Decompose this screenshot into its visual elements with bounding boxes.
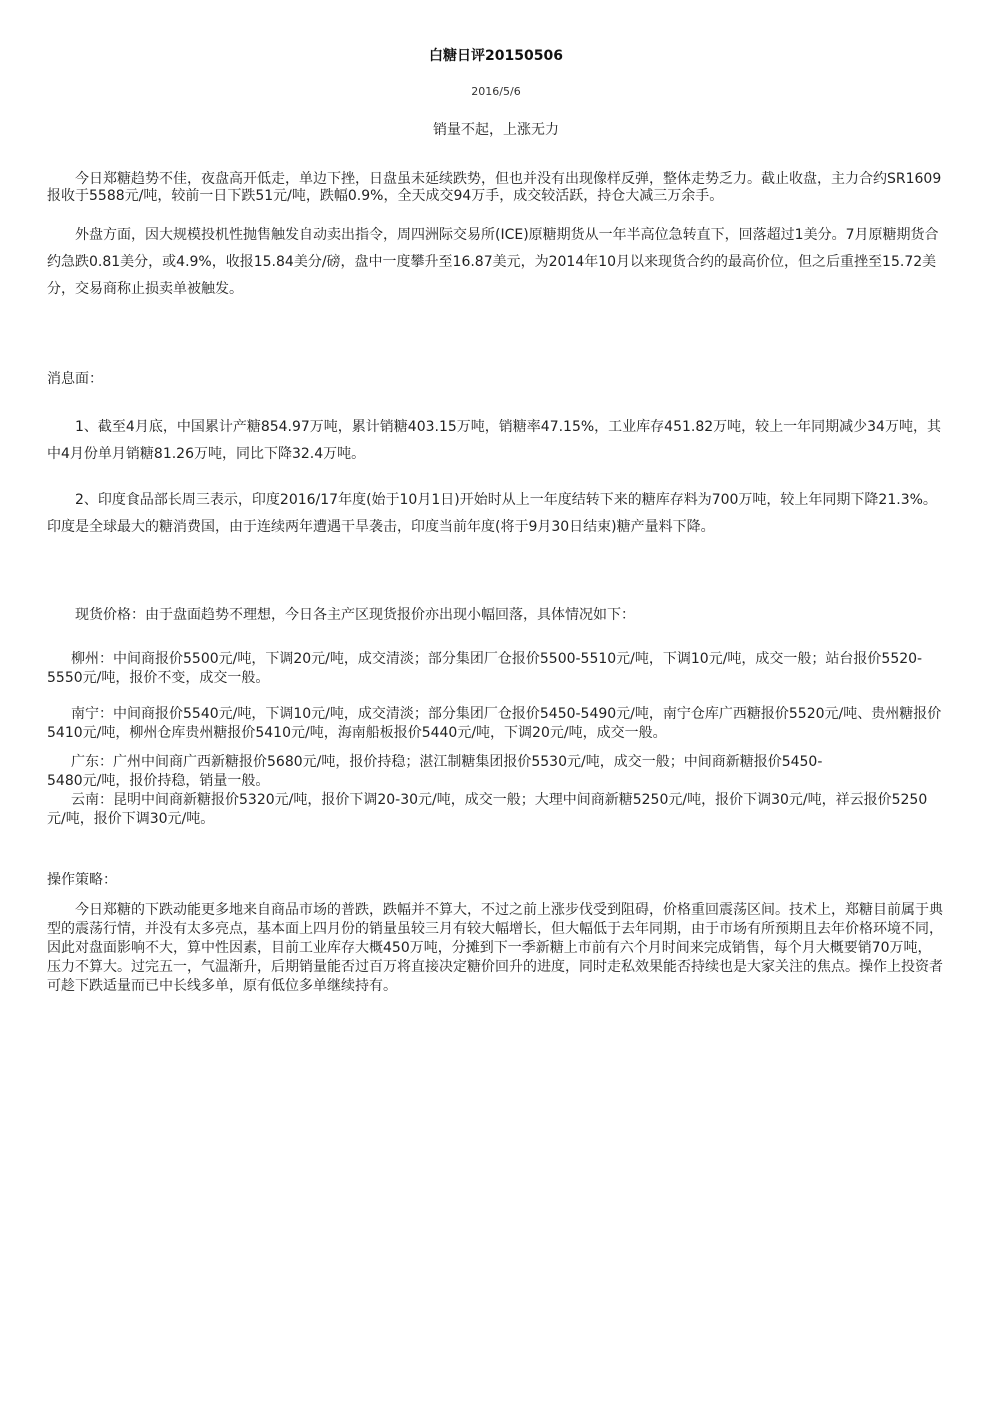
document-title: 白糖日评20150506 <box>429 48 563 64</box>
spot-price-guangdong-line2: 5480元/吨，报价持稳，销量一般。 <box>47 773 270 789</box>
document-subtitle: 销量不起，上涨无力 <box>433 122 559 138</box>
spot-price-yunnan: 云南：昆明中间商新糖报价5320元/吨，报价下调20-30元/吨，成交一般；大理中间商新糖5250元/吨，报价下调30元/吨，祥云报价5250元/吨，报价下调30元/吨。 <box>47 792 928 827</box>
spot-price-guangdong-line1: 广东：广州中间商广西新糖报价5680元/吨，报价持稳；湛江制糖集团报价5530元/吨，成交一般；中间商新糖报价5450- <box>71 754 823 770</box>
strategy-heading: 操作策略： <box>47 872 117 888</box>
news-item-2: 2、印度食品部长周三表示，印度2016/17年度(始于10月1日)开始时从上一年度结转下来的糖库存料为700万吨，较上年同期下降21.3%。印度是全球最大的糖消费国，由于连续两年遭遇干旱袭击，印度当前年度(将于9月30日结束)糖产量料下降。 <box>47 492 937 535</box>
strategy-paragraph: 今日郑糖的下跌动能更多地来自商品市场的普跌，跌幅并不算大，不过之前上涨步伐受到阻碍，价格重回震荡区间。技术上，郑糖目前属于典型的震荡行情，并没有太多亮点，基本面上四月份的销量虽较三月有较大幅增长，但大幅低于去年同期，由于市场有所预期且去年价格环境不同，因此对盘面影响不大，算中性因素，目前工业库存大概450万吨，分摊到下一季新糖上市前有六个月时间来完成销售，每个月大概要销70万吨，压力不算大。过完五一，气温渐升，后期销量能否过百万将直接决定糖价回升的进度，同时走私效果能否持续也是大家关注的焦点。操作上投资者可趁下跌适量而已中长线多单，原有低位多单继续持有。 <box>47 902 943 994</box>
spot-price-nanning: 南宁：中间商报价5540元/吨，下调10元/吨，成交清淡；部分集团厂仓报价5450-5490元/吨，南宁仓库广西糖报价5520元/吨、贵州糖报价5410元/吨，柳州仓库贵州糖报价5410元/吨，海南船板报价5440元/吨，下调20元/吨，成交一般。 <box>47 706 942 741</box>
news-heading: 消息面： <box>47 371 103 387</box>
news-item-1: 1、截至4月底，中国累计产糖854.97万吨，累计销糖403.15万吨，销糖率47.15%，工业库存451.82万吨，较上一年同期减少34万吨，其中4月份单月销糖81.26万吨，同比下降32.4万吨。 <box>47 419 941 462</box>
paragraph-foreign-market: 外盘方面，因大规模投机性抛售触发自动卖出指令，周四洲际交易所(ICE)原糖期货从一年半高位急转直下，回落超过1美分。7月原糖期货合约急跌0.81美分，或4.9%，收报15.84美分/磅，盘中一度攀升至16.87美元，为2014年10月以来现货合约的最高价位，但之后重挫至15.72美分，交易商称止损卖单被触发。 <box>47 227 939 297</box>
spot-price-intro: 现货价格：由于盘面趋势不理想，今日各主产区现货报价亦出现小幅回落，具体情况如下： <box>75 607 635 623</box>
paragraph-market-summary: 今日郑糖趋势不佳，夜盘高开低走，单边下挫，日盘虽未延续跌势，但也并没有出现像样反弹，整体走势乏力。截止收盘，主力合约SR1609报收于5588元/吨，较前一日下跌51元/吨，跌幅0.9%，全天成交94万手，成交较活跃，持仓大减三万余手。 <box>47 171 942 204</box>
spot-price-liuzhou: 柳州：中间商报价5500元/吨，下调20元/吨，成交清淡；部分集团厂仓报价5500-5510元/吨，下调10元/吨，成交一般；站台报价5520-5550元/吨，报价不变，成交一般。 <box>47 651 923 686</box>
document-date: 2016/5/6 <box>471 85 521 98</box>
